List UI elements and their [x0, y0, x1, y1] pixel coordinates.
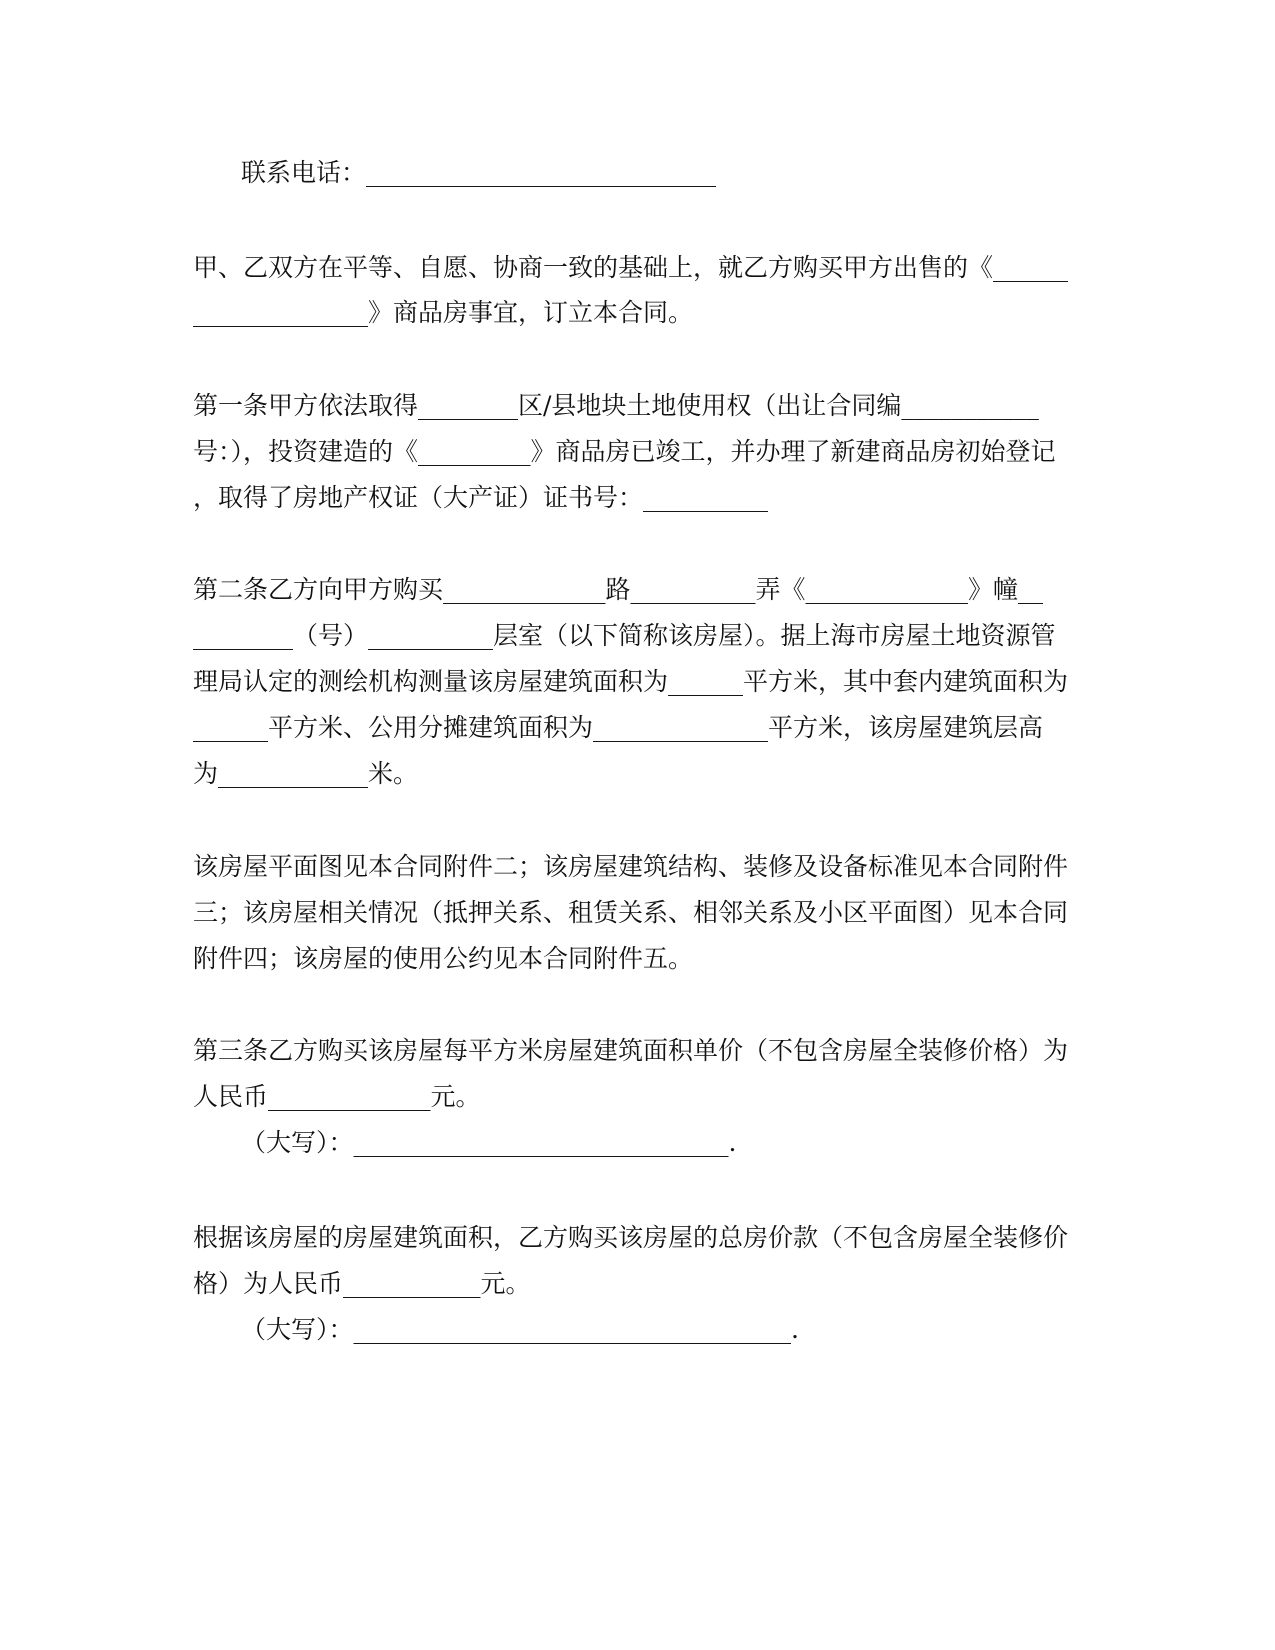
article2-line-1: 第二条乙方向甲方购买_____________路__________弄《_____________》幢__ — [193, 575, 1044, 604]
article1-line-1: 第一条甲方依法取得________区/县地块土地使用权（出让合同编___________ — [193, 391, 1039, 420]
article2-line-3: 理局认定的测绘机构测量该房屋建筑面积为______平方米，其中套内建筑面积为 — [193, 667, 1069, 696]
total-price-uppercase-amount: （大写）：___________________________________. — [241, 1315, 799, 1344]
intro-line-1: 甲、乙双方在平等、自愿、协商一致的基础上，就乙方购买甲方出售的《______ — [193, 253, 1069, 282]
attachments-line-1: 该房屋平面图见本合同附件二；该房屋建筑结构、装修及设备标准见本合同附件 — [193, 852, 1069, 881]
article1-line-3: ，取得了房地产权证（大产证）证书号：__________ — [193, 483, 769, 512]
article2-line-2: ________（号）__________层室（以下简称该房屋）。据上海市房屋土地资源管 — [193, 621, 1056, 650]
attachments-line-2: 三；该房屋相关情况（抵押关系、租赁关系、相邻关系及小区平面图）见本合同 — [193, 898, 1069, 927]
article3-line-1: 第三条乙方购买该房屋每平方米房屋建筑面积单价（不包含房屋全装修价格）为 — [193, 1036, 1069, 1065]
total-price-line-2: 格）为人民币___________元。 — [193, 1269, 531, 1298]
intro-line-2: ______________》商品房事宜，订立本合同。 — [193, 298, 694, 327]
article2-line-5: 为____________米。 — [193, 759, 419, 788]
article3-line-2: 人民币_____________元。 — [193, 1082, 481, 1111]
article1-line-2: 号：），投资建造的《_________》商品房已竣工，并办理了新建商品房初始登记 — [193, 437, 1056, 466]
attachments-line-3: 附件四；该房屋的使用公约见本合同附件五。 — [193, 944, 694, 973]
article3-uppercase-amount: （大写）：______________________________. — [241, 1128, 737, 1157]
total-price-line-1: 根据该房屋的房屋建筑面积，乙方购买该房屋的总房价款（不包含房屋全装修价 — [193, 1223, 1069, 1252]
contact-phone-line: 联系电话：____________________________ — [241, 158, 717, 187]
article2-line-4: ______平方米、公用分摊建筑面积为______________平方米，该房屋建筑层高 — [193, 713, 1044, 742]
